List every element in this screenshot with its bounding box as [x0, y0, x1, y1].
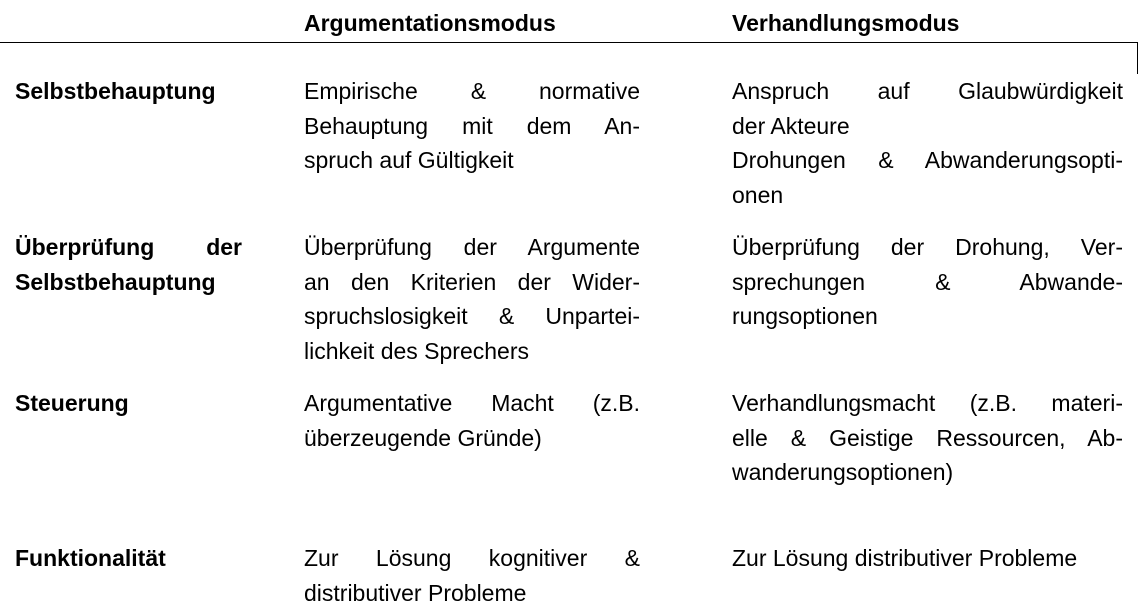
- row-label-line: Funktionalität: [15, 541, 242, 576]
- cell-line: der Akteure: [732, 109, 1123, 144]
- row-label-line: Überprüfung der: [15, 230, 242, 265]
- cell-line: sprechungen & Abwande-: [732, 265, 1123, 300]
- row-label-line: Steuerung: [15, 386, 242, 421]
- header-rule: [0, 42, 1138, 43]
- row-label-selbstbehauptung: [15, 74, 242, 109]
- column-header-argumentationsmodus: Argumentationsmodus: [304, 8, 556, 38]
- cell-line: an den Kriterien der Wider-: [304, 265, 640, 300]
- cell-line: elle & Geistige Ressourcen, Ab-: [732, 421, 1123, 456]
- cell-line: onen: [732, 178, 1123, 213]
- cell-line: distributiver Probleme: [304, 576, 640, 610]
- cell-verhandlung-funktionalitaet: [732, 541, 1123, 576]
- cell-line: wanderungsoptionen): [732, 455, 1123, 490]
- cell-line: spruchslosigkeit & Unpartei-: [304, 299, 640, 334]
- cell-line: Argumentative Macht (z.B.: [304, 386, 640, 421]
- cell-verhandlung-steuerung: [732, 386, 1123, 490]
- cell-line: Zur Lösung kognitiver &: [304, 541, 640, 576]
- row-label-funktionalitaet: [15, 541, 242, 576]
- cell-argumentation-ueberpruefung: [304, 230, 640, 368]
- cell-verhandlung-selbstbehauptung: [732, 74, 1123, 212]
- cell-verhandlung-ueberpruefung: [732, 230, 1123, 334]
- cell-line: Drohungen & Abwanderungsopti-: [732, 143, 1123, 178]
- row-label-line: Selbstbehauptung: [15, 74, 242, 109]
- cell-argumentation-selbstbehauptung: [304, 74, 640, 178]
- cell-line: Überprüfung der Drohung, Ver-: [732, 230, 1123, 265]
- cell-line: Anspruch auf Glaubwürdigkeit: [732, 74, 1123, 109]
- cell-line: lichkeit des Sprechers: [304, 334, 640, 369]
- row-label-ueberpruefung: [15, 230, 242, 299]
- row-label-line: Selbstbehauptung: [15, 265, 242, 300]
- cell-line: Überprüfung der Argumente: [304, 230, 640, 265]
- cell-argumentation-steuerung: [304, 386, 640, 455]
- cell-line: überzeugende Gründe): [304, 421, 640, 456]
- cell-line: rungsoptionen: [732, 299, 1123, 334]
- cell-line: Verhandlungsmacht (z.B. materi-: [732, 386, 1123, 421]
- cell-line: Zur Lösung distributiver Probleme: [732, 541, 1123, 576]
- header-rule-edge: [1137, 42, 1138, 74]
- cell-argumentation-funktionalitaet: [304, 541, 640, 610]
- cell-line: spruch auf Gültigkeit: [304, 143, 640, 178]
- column-header-verhandlungsmodus: Verhandlungsmodus: [732, 8, 959, 38]
- row-label-steuerung: [15, 386, 242, 421]
- cell-line: Empirische & normative: [304, 74, 640, 109]
- cell-line: Behauptung mit dem An-: [304, 109, 640, 144]
